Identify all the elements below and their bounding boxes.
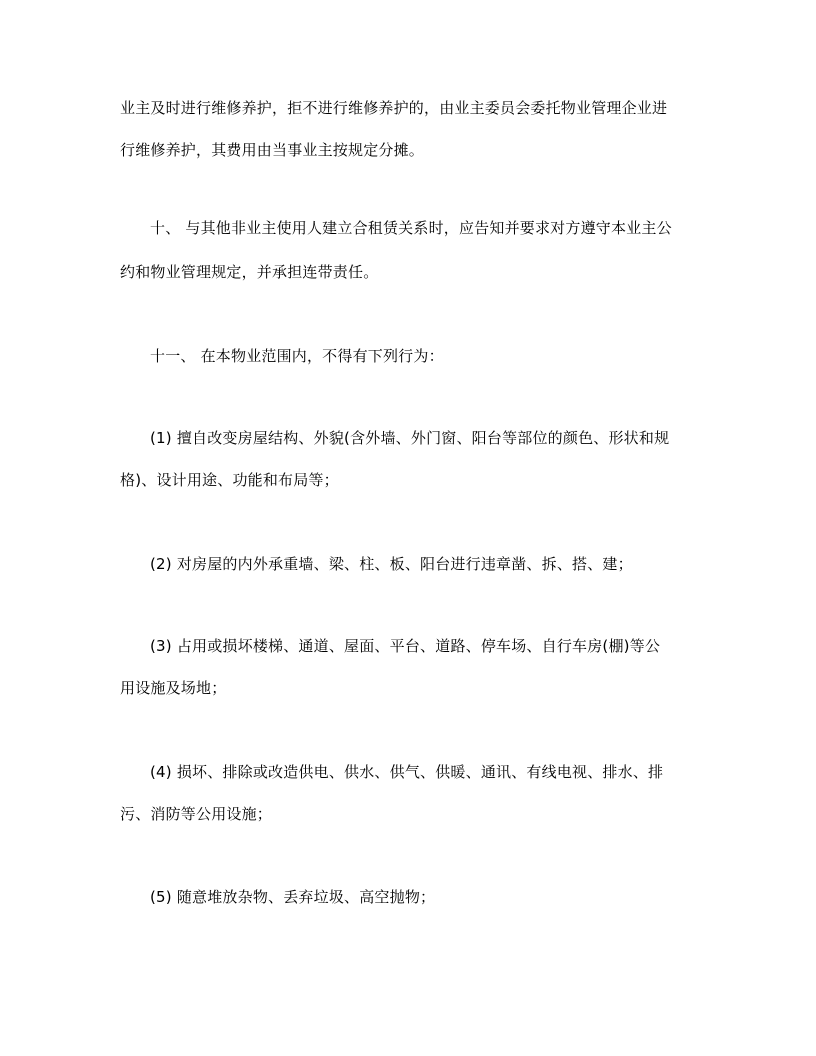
clause-10-line-2: 约和物业管理规定，并承担连带责任。 xyxy=(120,263,379,281)
item-4-line-2: 污、消防等公用设施； xyxy=(120,805,273,823)
item-4-line-1: (4) 损坏、排除或改造供电、供水、供气、供暖、通讯、有线电视、排水、排 xyxy=(150,763,664,781)
item-2: (2) 对房屋的内外承重墙、梁、柱、板、阳台进行违章凿、拆、搭、建； xyxy=(150,555,633,573)
clause-10-line-1: 十、 与其他非业主使用人建立合租赁关系时，应告知并要求对方遵守本业主公 xyxy=(150,219,672,237)
item-3-line-2: 用设施及场地； xyxy=(120,679,227,697)
item-1-line-2: 格)、设计用途、功能和布局等； xyxy=(120,471,339,489)
paragraph-1-line-2: 行维修养护，其费用由当事业主按规定分摊。 xyxy=(120,141,425,159)
clause-11-heading: 十一、 在本物业范围内，不得有下列行为： xyxy=(150,347,444,365)
item-3-line-1: (3) 占用或损坏楼梯、通道、屋面、平台、道路、停车场、自行车房(棚)等公 xyxy=(150,637,661,655)
item-1-line-1: (1) 擅自改变房屋结构、外貌(含外墙、外门窗、阳台等部位的颜色、形状和规 xyxy=(150,429,670,447)
item-5: (5) 随意堆放杂物、丢弃垃圾、高空抛物； xyxy=(150,888,436,906)
paragraph-1-line-1: 业主及时进行维修养护，拒不进行维修养护的，由业主委员会委托物业管理企业进 xyxy=(120,99,668,117)
